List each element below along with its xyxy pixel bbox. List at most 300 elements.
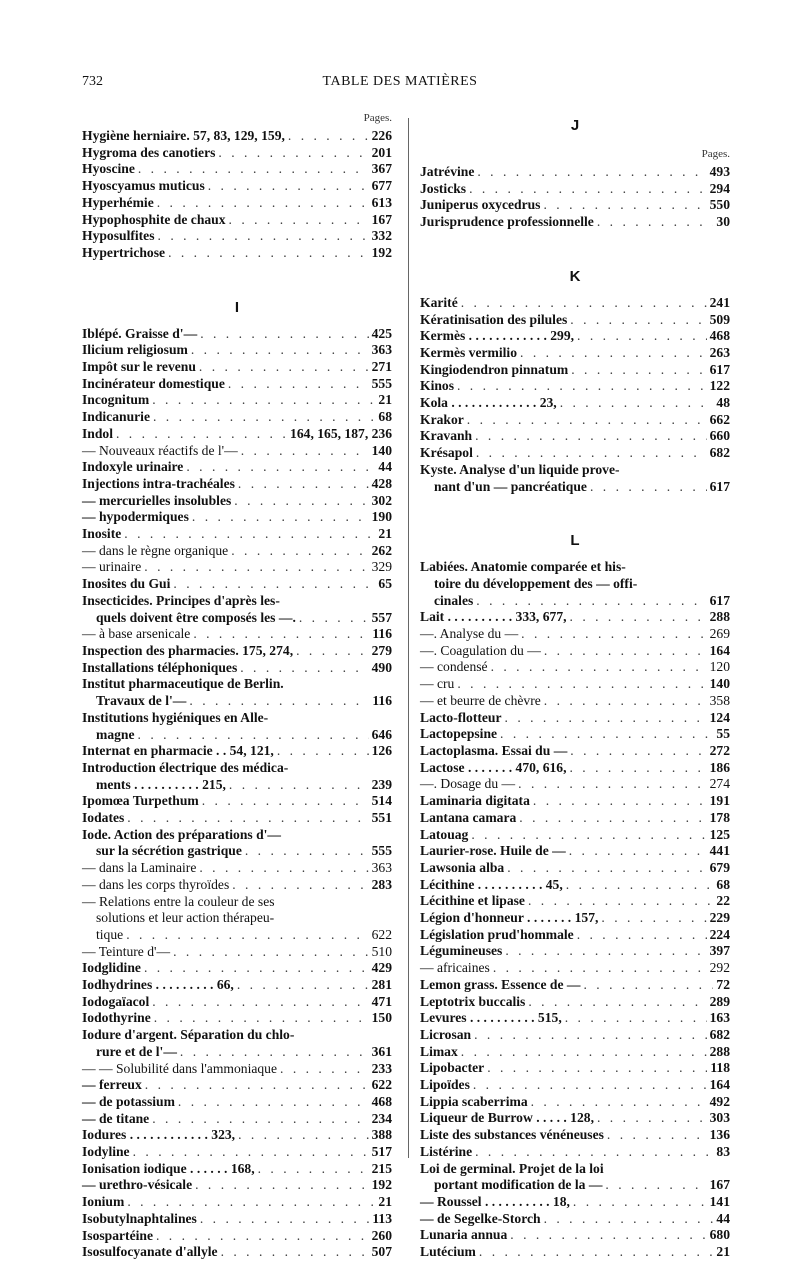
entry-page: 507 xyxy=(371,1244,392,1260)
entry-page: 167 xyxy=(371,211,392,227)
entry-term: — urinaire xyxy=(82,559,142,575)
entry-term: Laminaria digitata xyxy=(420,793,530,809)
index-entry xyxy=(420,428,730,445)
index-entry xyxy=(82,894,392,944)
entry-term: Lawsonia alba xyxy=(420,859,505,875)
index-entry xyxy=(420,726,730,743)
entry-page: 550 xyxy=(709,197,730,213)
dot-leader xyxy=(560,395,714,412)
entry-term: Laurier-rose. Huile de — xyxy=(420,843,566,859)
entry-term: Kola . . . . . . . . . . . . . 23, xyxy=(420,395,557,411)
entry-term: Kinos xyxy=(420,378,454,394)
index-entry xyxy=(82,977,392,994)
entry-term: — cru xyxy=(420,676,455,692)
entry-page: 363 xyxy=(371,860,392,876)
index-entry xyxy=(82,860,392,877)
index-entry xyxy=(82,476,392,493)
index-entry xyxy=(82,810,392,827)
entry-page: 680 xyxy=(709,1227,730,1243)
index-entry xyxy=(420,197,730,214)
entry-term-cont: toire du développement des — offi- xyxy=(434,575,638,591)
entry-term: Lactopepsine xyxy=(420,726,498,742)
index-entry xyxy=(82,827,392,860)
dot-leader xyxy=(208,178,369,195)
dot-leader xyxy=(590,479,707,496)
section-letter: K xyxy=(569,267,581,285)
dot-leader xyxy=(583,977,713,994)
entry-page: 140 xyxy=(371,442,392,458)
entry-term: Kyste. Analyse d'un liquide prove- xyxy=(420,461,620,477)
dot-leader xyxy=(457,676,706,693)
index-entry xyxy=(420,328,730,345)
entry-term: Institutions hygiéniques en Alle- xyxy=(82,709,269,725)
entry-term: Iodates xyxy=(82,810,125,826)
dot-leader xyxy=(168,245,369,262)
entry-last-line xyxy=(420,479,730,496)
index-entry xyxy=(82,1144,392,1161)
index-entry xyxy=(82,195,392,212)
entry-term: — Teinture d'— xyxy=(82,943,171,959)
entry-page: 72 xyxy=(716,976,730,992)
dot-leader xyxy=(570,312,706,329)
entry-page: 239 xyxy=(371,776,392,792)
dot-leader xyxy=(577,328,707,345)
entry-page: 21 xyxy=(378,526,392,542)
index-entry xyxy=(82,1094,392,1111)
dot-leader xyxy=(533,793,707,810)
entry-term: Lacto-flotteur xyxy=(420,709,502,725)
entry-term: Kératinisation des pilules xyxy=(420,311,568,327)
index-entry xyxy=(420,312,730,329)
entry-last-line xyxy=(82,693,392,710)
entry-term: — Relations entre la couleur de ses xyxy=(82,893,275,909)
entry-term: Légumineuses xyxy=(420,943,503,959)
entry-page: 329 xyxy=(371,559,392,575)
index-entry xyxy=(420,1161,730,1194)
entry-term: Injections intra-trachéales xyxy=(82,475,235,491)
index-entry xyxy=(420,710,730,727)
dot-leader xyxy=(145,1077,369,1094)
index-entry xyxy=(82,1177,392,1194)
entry-term: Kravanh xyxy=(420,428,473,444)
entry-page: 660 xyxy=(709,428,730,444)
index-entry xyxy=(420,1010,730,1027)
entry-page: 192 xyxy=(371,1177,392,1193)
entry-term: Isosulfocyanate d'allyle xyxy=(82,1244,218,1260)
entry-term: Ipomœa Turpethum xyxy=(82,793,199,809)
entry-last-line xyxy=(82,1044,392,1061)
entry-term: Kermès vermilio xyxy=(420,344,518,360)
entry-term: — dans le règne organique xyxy=(82,542,229,558)
index-entry xyxy=(82,128,392,145)
dot-leader xyxy=(232,877,368,894)
dot-leader xyxy=(124,526,375,543)
dot-leader xyxy=(457,378,707,395)
entry-term: Josticks xyxy=(420,180,467,196)
index-entry xyxy=(420,609,730,626)
entry-page: 294 xyxy=(709,180,730,196)
entry-page: 617 xyxy=(709,361,730,377)
entry-page: 289 xyxy=(709,993,730,1009)
dot-leader xyxy=(158,228,369,245)
dot-leader xyxy=(473,1077,707,1094)
entry-page: 48 xyxy=(716,395,730,411)
entry-term: Iodothyrine xyxy=(82,1010,151,1026)
index-entry xyxy=(420,659,730,676)
dot-leader xyxy=(191,342,369,359)
entry-term: —. Analyse du — xyxy=(420,626,519,642)
entry-term: — urethro-vésicale xyxy=(82,1177,193,1193)
entry-page: 21 xyxy=(378,392,392,408)
entry-page: 302 xyxy=(371,492,392,508)
index-entry xyxy=(420,843,730,860)
entry-term: Juniperus oxycedrus xyxy=(420,197,541,213)
index-entry xyxy=(420,1044,730,1061)
index-entry xyxy=(420,1060,730,1077)
index-entry xyxy=(82,559,392,576)
entry-term: Indol xyxy=(82,425,113,441)
entry-page: 190 xyxy=(371,509,392,525)
entry-last-line xyxy=(82,777,392,794)
entry-term: Insecticides. Principes d'après les- xyxy=(82,592,280,608)
entry-term: Hypertrichose xyxy=(82,244,166,260)
entry-last-line xyxy=(82,843,392,860)
index-entry xyxy=(82,228,392,245)
entry-term: Isospartéine xyxy=(82,1227,153,1243)
entry-term: — condensé xyxy=(420,659,488,675)
index-entry xyxy=(82,576,392,593)
dot-leader xyxy=(519,810,706,827)
entry-term: Indicanurie xyxy=(82,409,150,425)
entry-term: Iodure d'argent. Séparation du chlo- xyxy=(82,1027,295,1043)
entry-term: — de Segelke-Storch xyxy=(420,1210,541,1226)
entry-term-cont: ments . . . . . . . . . . 215, xyxy=(96,776,226,792)
dot-leader xyxy=(500,726,713,743)
index-entry xyxy=(82,459,392,476)
entry-page: 682 xyxy=(709,445,730,461)
entry-term: Lécithine et lipase xyxy=(420,893,525,909)
left-column xyxy=(82,108,392,1261)
index-entry xyxy=(82,161,392,178)
entry-term: — de titane xyxy=(82,1110,150,1126)
entry-page: 363 xyxy=(371,342,392,358)
entry-page: 68 xyxy=(716,876,730,892)
dot-leader xyxy=(544,643,707,660)
index-entry xyxy=(420,960,730,977)
index-entry xyxy=(420,693,730,710)
entry-page: 555 xyxy=(371,843,392,859)
dot-leader xyxy=(178,1094,369,1111)
index-entry xyxy=(420,977,730,994)
dot-leader xyxy=(296,643,369,660)
entry-page: 441 xyxy=(709,843,730,859)
entry-page: 163 xyxy=(709,1010,730,1026)
entry-term: Internat en pharmacie . . 54, 121, xyxy=(82,743,274,759)
entry-last-line xyxy=(420,1177,730,1194)
index-entry xyxy=(420,181,730,198)
entry-page: 224 xyxy=(709,926,730,942)
index-entry xyxy=(82,944,392,961)
index-entry xyxy=(420,776,730,793)
dot-leader xyxy=(487,1060,707,1077)
index-entry xyxy=(420,927,730,944)
index-entry xyxy=(82,710,392,743)
dot-leader xyxy=(528,994,706,1011)
entry-term: — africaines xyxy=(420,960,490,976)
index-entry xyxy=(82,509,392,526)
index-entry xyxy=(82,493,392,510)
dot-leader xyxy=(189,693,369,710)
entry-page: 30 xyxy=(716,214,730,230)
entry-term: Kingiodendron pinnatum xyxy=(420,361,569,377)
entry-term: Loi de germinal. Projet de la loi xyxy=(420,1160,604,1176)
entry-term: Iodyline xyxy=(82,1144,130,1160)
entry-page: 167 xyxy=(709,1177,730,1193)
dot-leader xyxy=(531,1094,707,1111)
entry-page: 113 xyxy=(372,1210,392,1226)
dot-leader xyxy=(476,445,707,462)
index-entry xyxy=(82,359,392,376)
entry-term: Iodures . . . . . . . . . . . . 323, xyxy=(82,1127,236,1143)
dot-leader xyxy=(138,161,369,178)
dot-leader xyxy=(245,843,369,860)
entry-page: 555 xyxy=(371,375,392,391)
entry-page: 288 xyxy=(709,609,730,625)
dot-leader xyxy=(231,543,368,560)
entry-page: 262 xyxy=(371,542,392,558)
entry-page: 493 xyxy=(709,164,730,179)
entry-page: 471 xyxy=(371,993,392,1009)
entry-term: Ilicium religiosum xyxy=(82,342,188,358)
dot-leader xyxy=(565,1010,707,1027)
dot-leader xyxy=(152,994,368,1011)
index-entry xyxy=(420,295,730,312)
index-entry xyxy=(82,245,392,262)
entry-term: Hyoscine xyxy=(82,161,135,177)
entry-page: 613 xyxy=(371,194,392,210)
entry-page: 679 xyxy=(709,859,730,875)
entry-page: 492 xyxy=(709,1093,730,1109)
entry-term: —. Dosage du — xyxy=(420,776,516,792)
index-entry xyxy=(82,1077,392,1094)
entry-term: Hyoscyamus muticus xyxy=(82,178,205,194)
entry-term: Limax xyxy=(420,1043,458,1059)
entry-term-cont: tique xyxy=(96,926,124,942)
dot-leader xyxy=(152,392,375,409)
entry-term: Ionisation iodique . . . . . . 168, xyxy=(82,1160,255,1176)
index-entry xyxy=(82,760,392,793)
entry-term: Iodogaïacol xyxy=(82,993,150,1009)
dot-leader xyxy=(597,1110,707,1127)
index-entry xyxy=(420,994,730,1011)
dot-leader xyxy=(471,827,706,844)
dot-leader xyxy=(510,1227,706,1244)
index-entry xyxy=(82,145,392,162)
entry-page: 126 xyxy=(371,743,392,759)
entry-term: Lipoïdes xyxy=(420,1077,470,1093)
entry-term: Iodglidine xyxy=(82,960,141,976)
index-entry xyxy=(420,1194,730,1211)
entry-page: 514 xyxy=(371,793,392,809)
dot-leader xyxy=(173,576,375,593)
entry-term: Jatrévine xyxy=(420,164,475,179)
index-entry xyxy=(82,443,392,460)
dot-leader xyxy=(577,927,707,944)
index-entry xyxy=(82,1111,392,1128)
entry-page: 122 xyxy=(709,378,730,394)
entry-term-cont: rure et de l'— xyxy=(96,1043,177,1059)
entry-term: Latouag xyxy=(420,826,469,842)
entry-page: 617 xyxy=(709,478,730,494)
entry-term: —. Coagulation du — xyxy=(420,642,541,658)
index-entry xyxy=(82,1127,392,1144)
dot-leader xyxy=(544,1211,714,1228)
dot-leader xyxy=(116,426,287,443)
index-entry xyxy=(420,1077,730,1094)
entry-page: 509 xyxy=(709,311,730,327)
dot-leader xyxy=(127,1194,375,1211)
dot-leader xyxy=(238,476,369,493)
entry-term: Impôt sur le revenu xyxy=(82,359,196,375)
index-entry xyxy=(82,178,392,195)
dot-leader xyxy=(258,1161,369,1178)
entry-term: — et beurre de chèvre xyxy=(420,692,541,708)
entry-page: 44 xyxy=(716,1210,730,1226)
entry-page: 397 xyxy=(709,943,730,959)
entry-last-line xyxy=(82,927,392,944)
dot-leader xyxy=(475,1144,713,1161)
index-entry xyxy=(82,877,392,894)
entry-term: — Roussel . . . . . . . . . . 18, xyxy=(420,1193,570,1209)
index-entry xyxy=(420,676,730,693)
dot-leader xyxy=(241,443,369,460)
index-entry xyxy=(420,760,730,777)
dot-leader xyxy=(544,693,707,710)
index-entry xyxy=(420,643,730,660)
entry-page: 551 xyxy=(371,810,392,826)
section-gap xyxy=(82,262,392,290)
entry-term: Introduction électrique des médica- xyxy=(82,759,289,775)
entry-page: 367 xyxy=(371,161,392,177)
index-entry xyxy=(82,1244,392,1261)
section-letter: L xyxy=(570,532,580,550)
index-entry xyxy=(420,626,730,643)
index-entry xyxy=(82,1194,392,1211)
index-entry xyxy=(82,342,392,359)
index-entry xyxy=(420,877,730,894)
entry-page: 116 xyxy=(372,626,392,642)
entry-term: Inosite xyxy=(82,526,122,542)
entry-page: 662 xyxy=(709,411,730,427)
entry-term: Lutécium xyxy=(420,1244,476,1260)
index-entry xyxy=(82,660,392,677)
index-entry xyxy=(420,1027,730,1044)
dot-leader xyxy=(192,509,369,526)
dot-leader xyxy=(280,1061,369,1078)
dot-leader xyxy=(199,860,368,877)
dot-leader xyxy=(571,362,706,379)
index-entry xyxy=(82,593,392,626)
index-entry xyxy=(420,1094,730,1111)
entry-page: 283 xyxy=(371,876,392,892)
index-entry xyxy=(82,1010,392,1027)
dot-leader xyxy=(228,376,369,393)
entry-term-cont: portant modification de la — xyxy=(434,1177,603,1193)
dot-leader xyxy=(288,128,369,145)
section-letter: I xyxy=(234,298,240,316)
dot-leader xyxy=(605,1177,706,1194)
index-entry xyxy=(420,462,730,495)
dot-leader xyxy=(199,359,369,376)
index-entry xyxy=(82,994,392,1011)
index-entry xyxy=(82,676,392,709)
index-entry xyxy=(420,559,730,609)
index-entry xyxy=(82,793,392,810)
dot-leader xyxy=(528,893,713,910)
entry-page: 281 xyxy=(371,977,392,993)
dot-leader xyxy=(153,409,375,426)
section-letter: J xyxy=(570,117,580,134)
entry-term: Labiées. Anatomie comparée et his- xyxy=(420,559,626,575)
entry-page: 271 xyxy=(371,359,392,375)
index-entry xyxy=(82,543,392,560)
entry-term: Légion d'honneur . . . . . . . 157, xyxy=(420,910,599,926)
entry-page: 468 xyxy=(371,1093,392,1109)
dot-leader xyxy=(601,910,706,927)
entry-page: 490 xyxy=(371,659,392,675)
entry-term: Installations téléphoniques xyxy=(82,659,238,675)
dot-leader xyxy=(200,1211,370,1228)
index-entry xyxy=(82,426,392,443)
dot-leader xyxy=(126,927,368,944)
entry-page: 468 xyxy=(709,328,730,344)
entry-page: 510 xyxy=(371,943,392,959)
index-entry xyxy=(82,743,392,760)
index-entry xyxy=(420,378,730,395)
index-entry xyxy=(82,1228,392,1245)
dot-leader xyxy=(505,710,707,727)
dot-leader xyxy=(507,860,706,877)
index-entry xyxy=(420,412,730,429)
index-entry xyxy=(82,392,392,409)
entry-term: — dans la Laminaire xyxy=(82,860,197,876)
entry-page: 164 xyxy=(709,642,730,658)
dot-leader xyxy=(299,610,369,627)
entry-term-cont: magne xyxy=(96,726,135,742)
entry-page: 226 xyxy=(371,128,392,143)
entry-page: 677 xyxy=(371,178,392,194)
index-entry xyxy=(82,960,392,977)
dot-leader xyxy=(133,1144,369,1161)
entry-page: 517 xyxy=(371,1144,392,1160)
dot-leader xyxy=(202,793,369,810)
entry-page: 260 xyxy=(371,1227,392,1243)
entry-last-line xyxy=(82,610,392,627)
dot-leader xyxy=(469,181,707,198)
entry-term: — à base arsenicale xyxy=(82,626,191,642)
dot-leader xyxy=(607,1127,707,1144)
entry-page: 124 xyxy=(709,709,730,725)
entry-page: 55 xyxy=(716,726,730,742)
index-entry xyxy=(420,164,730,181)
entry-term: Inspection des pharmacies. 175, 274, xyxy=(82,642,294,658)
entry-term: Karité xyxy=(420,294,458,310)
index-entry xyxy=(82,376,392,393)
entry-term: Incinérateur domestique xyxy=(82,375,225,391)
entry-page: 428 xyxy=(371,475,392,491)
right-column xyxy=(420,108,730,1261)
dot-leader xyxy=(518,776,706,793)
